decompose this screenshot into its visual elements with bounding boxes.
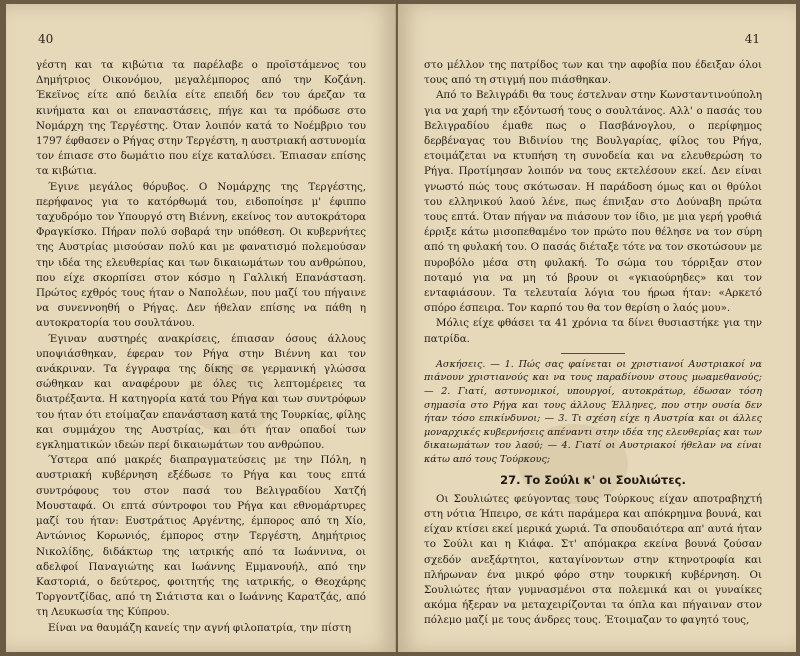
right-page-text <box>424 58 762 629</box>
left-page <box>6 4 396 652</box>
page-number: 40 <box>38 32 54 46</box>
exercises-note: Ασκήσεις. — 1. Πώς σας φαίνεται οι χριστιανοί Αυστριακοί να πιάνουν χριστιανούς και να τους παραδίνουν στους μωαμεθανούς; — 2. Γιατί, αστυνομικοί, υπουργοί, αυτοκράτωρ, έδωσαν τόση σημασία στο Ρήγα και τους άλλους Έλληνες, που στην ουσία δεν ήταν τόσο επικίνδυνοι; — 3. Τι σχέση είχε η Αυστρία και οι άλλες μοναρχικές κυβερνήσεις απέναντι στην ιδέα της ελευθερίας και των δικαιωμάτων του λαού; — 4. Γιατί οι Αυστριακοί ήθελαν να είναι κάτω από τους Τούρκους; <box>424 358 762 466</box>
paragraph: Ύστερα από μακρές διαπραγματεύσεις με την Πόλη, η αυστριακή κυβέρνηση εξέδωσε το Ρήγα και τους επτά συντρόφους του στον πασά του Βελιγραδίου Χατζή Μουσταφά. Οι επτά σύντροφοι του Ρήγα και εθνομάρτυρες μαζί του ήταν: Ευστράτιος Αργέντης, έμπορος από τη Χίο, Αντώνιος Κορωνιός, έμπορος στην Τεργέστη, Δημήτριος Νικολίδης, διδάκτωρ της ιατρικής από τα Ιωάννινα, οι αδελφοί Παναγιώτης και Ιωάννης Εμμανουήλ, από την Καστοριά, ο δεύτερος, φοιτητής της ιατρικής, ο Θεοχάρης Τοργοντζίδας, από τη Σιάτιστα και ο Ιωάννης Καρατζάς, από τη Λευκωσία της Κύπρου. <box>36 454 366 619</box>
paragraph: Μόλις είχε φθάσει τα 41 χρόνια τα δίνει θυσιαστήκε για την πατρίδα. <box>424 317 762 345</box>
paragraph: στο μέλλον της πατρίδος των και την αφοβία που έδειξαν όλοι τους από τη στιγμή που πιάσθηκαν. <box>424 59 762 87</box>
paragraph: Έγιναν αυστηρές ανακρίσεις, έπιασαν όσους άλλους υποψιάσθηκαν, έφεραν τον Ρήγα στην Βιέννη και τον ανάκριναν. Τα έγγραφα της δίκης σε γερμανική γλώσσα σώθηκαν και αναφέρουν με όλες τις λεπτομέρειες τα διατρέξαντα. Η κατηγορία κατά του Ρήγα και των συντρόφων του ήταν ότι ετοίμαζαν επανάσταση κατά της Τουρκίας, φίλης και συμμάχου της Αυστρίας, και ότι ήταν οπαδοί των εγκληματικών ιδεών περί δικαιωμάτων του ανθρώπου. <box>36 332 366 452</box>
paragraph: Οι Σουλιώτες φεύγοντας τους Τούρκους είχαν αποτραβηχτή στη νότια Ήπειρο, σε κάτι παράμερα και απόκρημνα βουνά, και είχαν κτίσει εκεί μερικά χωριά. Τα σπουδαιότερα απ' αυτά ήταν το Σούλι και η Κιάφα. Στ' απόμακρα εκείνα βουνά ζούσαν σχεδόν ανεξάρτητοι, καταγίνοντων στην κτηνοτροφία και πλήρωναν ένα μικρό φόρο στην τουρκική κυβέρνηση. Οι Σουλιώτες ήταν γυμνασμένοι στα πολεμικά και οι γυναίκες ακόμα ήξεραν να μεταχειρίζονται τα όπλα και πήγαιναν στον πόλεμο μαζί με τους άνδρες τους. Έτοιμαζαν το φαγητό τους, <box>424 492 762 627</box>
divider <box>561 353 625 354</box>
paragraph: Από το Βελιγράδι θα τους έστελναν στην Κωνσταντινούπολη για να χαρή την εξόντωσή τους ο σουλτάνος. Αλλ' ο πασάς του Βελιγραδίου έμαθε πως ο Πασβάνογλου, ο περίφημος δερβέναγας του Βιδινίου της Βουλγαρίας, φίλος του Ρήγα, ετοιμάζεται να κτυπήση τη συνοδεία και να ελευθερώση το Ρήγα. Προτίμησαν λοιπόν να τους εκτελέσουν εκεί. Δεν είναι γνωστό πώς τους σκότωσαν. Η παράδοση όμως και οι θρύλοι του ελληνικού λαού λένε, πως έπνιξαν στο Δούναβη πρώτα τους επτά. Όταν πήγαν να πιάσουν τον ίδιο, με μια γερή γροθιά έρριξε κάτω μισοπεθαμένο τον πρώτο που θέλησε να τον σύρη από τη φυλακή του. Ο πασάς διέταξε τότε να τον σκοτώσουν με πυροβόλο μέσα στη φυλακή. Το σώμα του τόρριξαν στον ποταμό για να μη τό βρουν οι «γκιαούρηδες» και τον ενταφιάσουν. Τα τελευταία λόγια του ήρωα ήταν: «Αρκετό σπόρο έσπειρα. Τον καρπό του θα τον θερίση ο λαός μου». <box>424 89 762 315</box>
paragraph: Είναι να θαυμάζη κανείς την αγνή φιλοπατρία, την πίστη <box>48 621 351 634</box>
paragraph: γέστη και τα κιβώτια τα παρέλαβε ο προϊστάμενος του Δημήτριος Οικονόμου, μεγαλέμπορος από την Κοζάνη. Έκεϊνος είτε από δειλία είτε επειδή δεν του άρεζαν τα κινήματα και οι επαναστάσεις, πήγε και τα πρόδωσε στο Νομάρχη της Τεργέστης. Όταν λοιπόν κατά το Νοέμβριο του 1797 έφθασεν ο Ρήγας στην Τεργέστη, η αυστριακή αστυνομία τον έπιασε στο δωμάτιο που είχε καταλύσει. Έπιασαν επίσης τα κιβώτια. <box>36 59 366 178</box>
page-number: 41 <box>744 32 760 46</box>
left-page-text <box>36 58 366 636</box>
paragraph: Έγινε μεγάλος θόρυβος. Ο Νομάρχης της Τεργέστης, περήφανος για το κατόρθωμά του, ειδοποίησε μ' έφιππο ταχυδρόμο τον Υπουργό στη Βιέννη, εκείνος τον αυτοκράτορα Φραγκίσκο. Πήραν πολύ σοβαρά την υπόθεση. Οι κυβερνήτες της Αυστρίας μισούσαν πολύ και με φανατισμό πολεμούσαν την ιδέα της ελευθερίας και των δικαιωμάτων του ανθρώπου, που είχε σκορπίσει στον κόσμο η Γαλλική Επανάσταση. Πρώτος εχθρός τους ήταν ο Ναπολέων, που μαζί του πήγαινε να συνεννοηθή ο Ρήγας. Δεν ήθελαν επίσης να πάθη η αυτοκρατορία του σουλτάνου. <box>36 180 366 330</box>
right-page <box>398 4 796 652</box>
section-heading: 27. Το Σούλι κ' οι Σουλιώτες. <box>500 472 686 487</box>
